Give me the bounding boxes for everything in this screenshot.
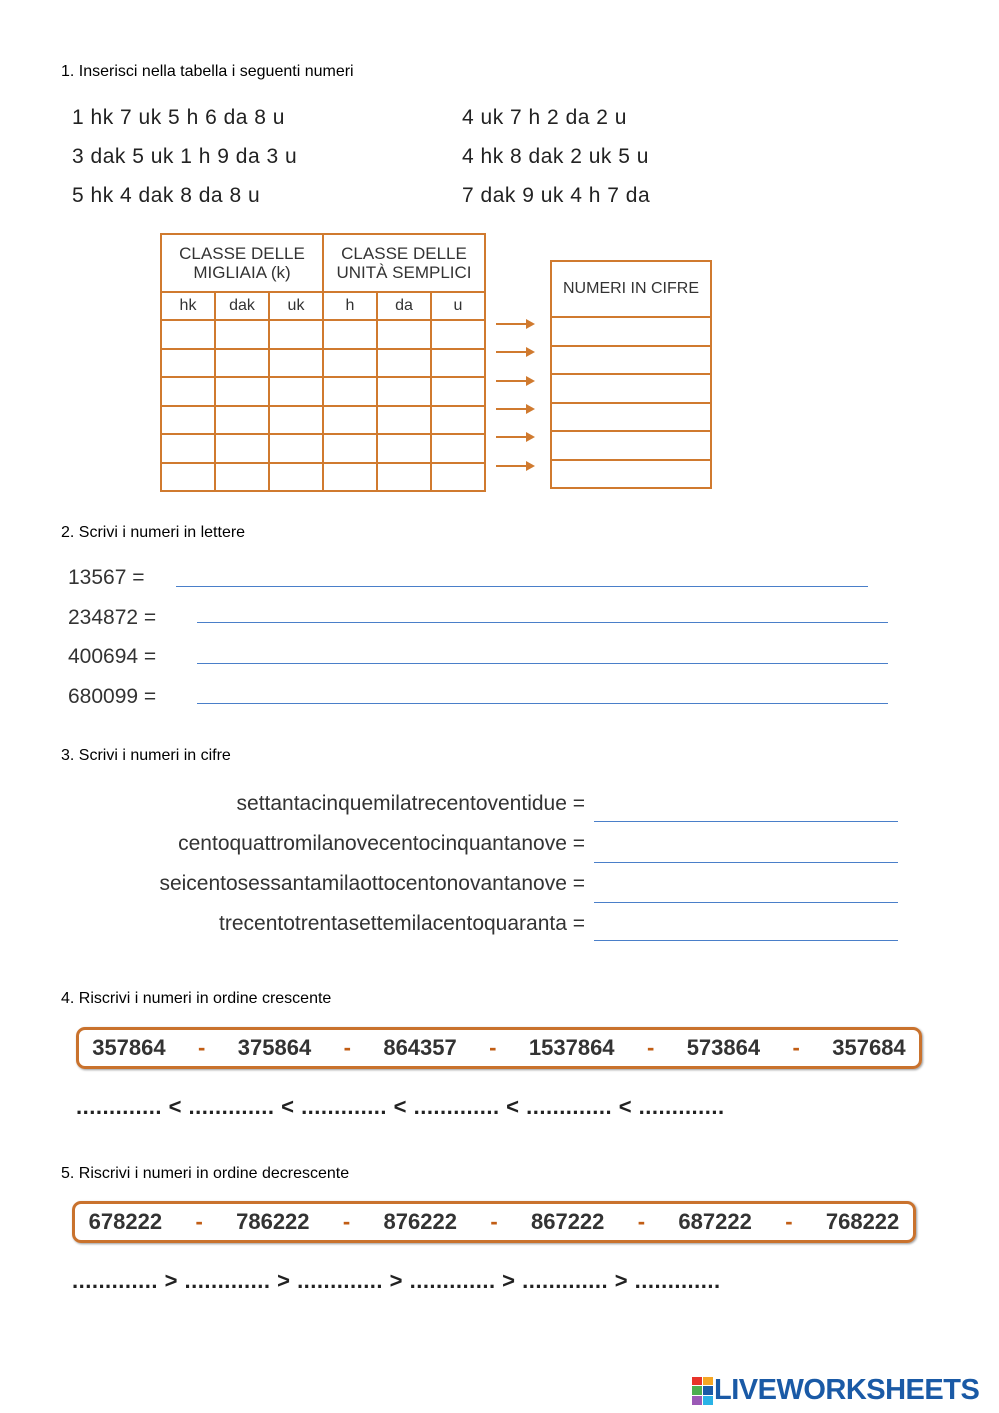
ascending-answer-row[interactable]: ............. < ............. < ............. < ............. < ............. < .............: [76, 1094, 725, 1119]
digit-cell[interactable]: [431, 406, 485, 435]
digit-cell[interactable]: [161, 320, 215, 349]
column-header: hk: [161, 292, 215, 320]
separator: -: [342, 1209, 351, 1234]
place-value-row: [161, 463, 485, 492]
number-chip: 687222: [678, 1209, 752, 1234]
ex1-heading: 1. Inserisci nella tabella i seguenti numeri: [61, 63, 354, 80]
digit-cell[interactable]: [377, 434, 431, 463]
ex1-item: 1 hk 7 uk 5 h 6 da 8 u: [72, 106, 285, 129]
column-header: h: [323, 292, 377, 320]
column-header: u: [431, 292, 485, 320]
digit-cell[interactable]: [431, 320, 485, 349]
number-chip: 876222: [383, 1209, 457, 1234]
ex5-heading: 5. Riscrivi i numeri in ordine decrescente: [61, 1165, 350, 1182]
arrow-right-icon: [496, 346, 536, 358]
result-row: [551, 346, 711, 375]
ex3-heading: 3. Scrivi i numeri in cifre: [61, 747, 231, 764]
digit-cell[interactable]: [377, 320, 431, 349]
result-cell[interactable]: [551, 346, 711, 375]
result-header: NUMERI IN CIFRE: [551, 261, 711, 317]
number-label: 234872 =: [68, 606, 157, 629]
number-chip: 678222: [88, 1209, 163, 1234]
result-cell[interactable]: [551, 403, 711, 432]
digit-cell[interactable]: [269, 434, 323, 463]
digit-cell[interactable]: [431, 434, 485, 463]
digit-cell[interactable]: [161, 434, 215, 463]
answer-line[interactable]: [176, 562, 868, 587]
place-value-table: [160, 233, 486, 492]
number-chip: 867222: [530, 1209, 605, 1234]
separator: -: [198, 1035, 206, 1060]
arrow-right-icon: [496, 460, 536, 472]
ex1-item: 4 hk 8 dak 2 uk 5 u: [462, 145, 649, 168]
numbers-box-descending: [72, 1201, 916, 1243]
ex1-item: 7 dak 9 uk 4 h 7 da: [462, 184, 651, 207]
number-chip: 375864: [237, 1035, 312, 1060]
logo-icon: [692, 1377, 714, 1405]
number-chip: 786222: [236, 1209, 310, 1234]
number-chip: 357684: [832, 1035, 906, 1060]
digit-cell[interactable]: [215, 377, 269, 406]
digit-cell[interactable]: [323, 377, 377, 406]
digit-cell[interactable]: [431, 377, 485, 406]
answer-line[interactable]: [594, 838, 898, 863]
result-cell[interactable]: [551, 374, 711, 403]
number-words-label: settantacinquemilatrecentoventidue =: [236, 792, 585, 815]
arrow-right-icon: [496, 431, 536, 443]
place-value-row: [161, 406, 485, 435]
result-row: [551, 460, 711, 489]
place-value-row: [161, 320, 485, 349]
answer-line[interactable]: [594, 878, 898, 903]
place-value-row: [161, 349, 485, 378]
digit-cell[interactable]: [431, 463, 485, 492]
digit-cell[interactable]: [215, 406, 269, 435]
digit-cell[interactable]: [215, 434, 269, 463]
ex2-heading: 2. Scrivi i numeri in lettere: [61, 524, 246, 541]
number-chip: 768222: [825, 1209, 900, 1234]
result-row: [551, 374, 711, 403]
result-cell[interactable]: [551, 431, 711, 460]
separator: -: [637, 1209, 646, 1234]
digit-cell[interactable]: [377, 349, 431, 378]
answer-line[interactable]: [197, 598, 888, 623]
digit-cell[interactable]: [377, 463, 431, 492]
place-value-row: [161, 377, 485, 406]
class-thousands-header: CLASSE DELLE MIGLIAIA (k): [161, 234, 323, 292]
digit-cell[interactable]: [161, 463, 215, 492]
separator: -: [646, 1035, 655, 1060]
digit-cell[interactable]: [269, 406, 323, 435]
place-value-row: [161, 434, 485, 463]
number-chip: 357864: [92, 1035, 166, 1060]
ex1-item: 5 hk 4 dak 8 da 8 u: [72, 184, 261, 207]
digit-cell[interactable]: [431, 349, 485, 378]
separator: -: [490, 1209, 498, 1234]
digit-cell[interactable]: [215, 320, 269, 349]
digit-cell[interactable]: [323, 406, 377, 435]
liveworksheets-logo: [692, 1374, 979, 1407]
answer-line[interactable]: [197, 679, 888, 704]
separator: -: [489, 1035, 497, 1060]
digit-cell[interactable]: [377, 377, 431, 406]
answer-line[interactable]: [594, 916, 898, 941]
result-cell[interactable]: [551, 460, 711, 489]
digit-cell[interactable]: [377, 406, 431, 435]
result-row: [551, 403, 711, 432]
column-header: uk: [269, 292, 323, 320]
separator: -: [343, 1035, 351, 1060]
digit-cell[interactable]: [161, 349, 215, 378]
descending-answer-row[interactable]: ............. > ............. > ............. > ............. > ............. > .............: [72, 1268, 721, 1293]
digit-cell[interactable]: [323, 349, 377, 378]
digit-cell[interactable]: [323, 434, 377, 463]
answer-line[interactable]: [197, 639, 888, 664]
result-row: [551, 317, 711, 346]
ex4-heading: 4. Riscrivi i numeri in ordine crescente: [61, 990, 332, 1007]
digit-cell[interactable]: [161, 406, 215, 435]
separator: -: [785, 1209, 793, 1234]
ex1-item: 3 dak 5 uk 1 h 9 da 3 u: [72, 145, 298, 168]
arrow-right-icon: [496, 318, 536, 330]
digit-cell[interactable]: [161, 377, 215, 406]
ex1-item: 4 uk 7 h 2 da 2 u: [462, 106, 627, 129]
digit-cell[interactable]: [269, 349, 323, 378]
result-cell[interactable]: [551, 317, 711, 346]
arrow-right-icon: [496, 375, 536, 387]
number-words-label: trecentotrentasettemilacentoquaranta =: [219, 912, 585, 935]
separator: -: [792, 1035, 800, 1060]
number-words-label: centoquattromilanovecentocinquantanove =: [178, 832, 585, 855]
number-chip: 864357: [383, 1035, 457, 1060]
digit-cell[interactable]: [269, 320, 323, 349]
column-header: da: [377, 292, 431, 320]
digit-cell[interactable]: [215, 349, 269, 378]
answer-line[interactable]: [594, 797, 898, 822]
class-units-header: CLASSE DELLE UNITÀ SEMPLICI: [323, 234, 485, 292]
digit-cell[interactable]: [323, 463, 377, 492]
number-label: 400694 =: [68, 645, 157, 668]
separator: -: [195, 1209, 203, 1234]
column-header: dak: [215, 292, 269, 320]
brand-name: LIVEWORKSHEETS: [714, 1374, 980, 1406]
number-label: 680099 =: [68, 685, 157, 708]
digit-cell[interactable]: [323, 320, 377, 349]
numbers-box-ascending: [76, 1027, 922, 1069]
number-chip: 1537864: [528, 1035, 615, 1060]
number-chip: 573864: [686, 1035, 761, 1060]
digit-cell[interactable]: [269, 377, 323, 406]
arrow-right-icon: [496, 403, 536, 415]
digit-cell[interactable]: [215, 463, 269, 492]
number-label: 13567 =: [68, 566, 145, 589]
number-words-label: seicentosessantamilaottocentonovantanove =: [159, 872, 585, 895]
result-row: [551, 431, 711, 460]
result-table: [550, 260, 712, 489]
digit-cell[interactable]: [269, 463, 323, 492]
